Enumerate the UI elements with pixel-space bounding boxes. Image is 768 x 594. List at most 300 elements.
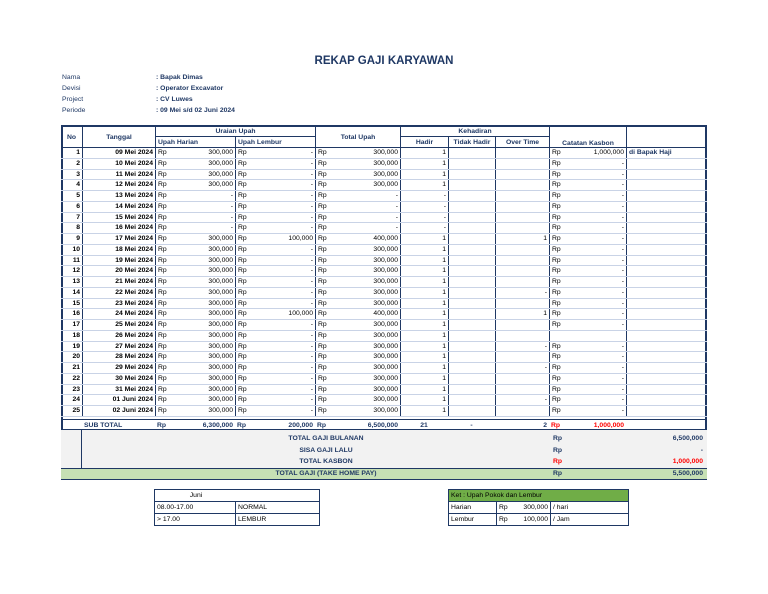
summary-value-total-bulanan: 6,500,000	[672, 435, 703, 442]
cell-note	[626, 234, 707, 244]
cell-lembur: -	[310, 149, 313, 156]
rates-row	[449, 514, 628, 526]
cell-total-rp: Rp	[315, 256, 335, 266]
cell-tanggal: 02 Juni 2024	[82, 406, 155, 416]
cell-over-time	[495, 170, 549, 180]
cell-tidak-hadir	[448, 320, 495, 330]
cell-over-time: -	[495, 395, 549, 405]
cell-over-time	[495, 352, 549, 362]
cell-kasbon: -	[621, 407, 624, 414]
cell-harian-rp: Rp	[155, 277, 175, 287]
info-value: : Bapak Dimas	[156, 74, 203, 81]
cell-total-rp: Rp	[315, 180, 335, 190]
cell-tanggal: 01 Juni 2024	[82, 395, 155, 405]
cell-hadir: 1	[400, 352, 448, 362]
cell-hadir: 1	[400, 256, 448, 266]
cell-lembur: -	[310, 321, 313, 328]
subtotal-harian-rp: Rp	[157, 422, 167, 429]
rates-rp: Rp	[496, 514, 508, 525]
cell-kasbon: -	[621, 181, 624, 189]
subtotal-lembur-rp: Rp	[237, 422, 247, 429]
summary-label-total-bulanan: TOTAL GAJI BULANAN	[288, 435, 364, 442]
table-row	[61, 180, 707, 191]
subtotal-row	[61, 419, 707, 430]
cell-hadir: 1	[400, 406, 448, 416]
cell-kasbon-rp: Rp	[549, 180, 569, 190]
cell-tanggal: 31 Mei 2024	[82, 385, 155, 395]
cell-tanggal: 15 Mei 2024	[82, 213, 155, 223]
cell-total: -	[395, 202, 398, 210]
table-row	[61, 245, 707, 256]
cell-harian: 300,000	[208, 170, 233, 178]
cell-total-rp: Rp	[315, 159, 335, 169]
cell-tanggal: 21 Mei 2024	[82, 277, 155, 287]
summary-rp: Rp	[553, 435, 563, 442]
cell-note	[626, 191, 707, 201]
cell-kasbon-rp: Rp	[549, 288, 569, 298]
cell-total-rp: Rp	[315, 234, 335, 244]
cell-kasbon-rp: Rp	[549, 256, 569, 266]
cell-lembur: -	[310, 331, 313, 339]
cell-lembur-rp: Rp	[235, 223, 255, 233]
cell-note: di Bapak Haji	[626, 148, 707, 158]
cell-tanggal: 23 Mei 2024	[82, 299, 155, 309]
cell-harian: 300,000	[208, 385, 233, 393]
cell-kasbon-rp: Rp	[549, 363, 569, 373]
cell-harian: -	[230, 224, 233, 232]
cell-tidak-hadir	[448, 299, 495, 309]
schedule-type: NORMAL	[235, 502, 319, 513]
cell-total-rp: Rp	[315, 245, 335, 255]
cell-kasbon: -	[621, 299, 624, 307]
cell-total: 300,000	[373, 256, 398, 264]
cell-over-time	[495, 202, 549, 212]
cell-kasbon-rp: Rp	[549, 245, 569, 255]
cell-harian: -	[230, 192, 233, 199]
cell-over-time	[495, 320, 549, 330]
subtotal-hadir: 21	[420, 422, 428, 429]
cell-lembur: -	[310, 256, 313, 264]
table-row	[61, 148, 707, 159]
cell-total-rp: Rp	[315, 277, 335, 287]
cell-kasbon: -	[621, 364, 624, 371]
employee-info	[62, 72, 362, 116]
cell-lembur-rp: Rp	[235, 148, 255, 158]
cell-harian-rp: Rp	[155, 256, 175, 266]
cell-total: 300,000	[373, 342, 398, 350]
cell-note	[626, 213, 707, 223]
cell-lembur: -	[310, 181, 313, 189]
info-row-project	[62, 94, 362, 105]
rates-header	[449, 490, 628, 502]
cell-lembur-rp: Rp	[235, 331, 255, 341]
cell-lembur-rp: Rp	[235, 180, 255, 190]
cell-harian: -	[230, 213, 233, 221]
cell-tidak-hadir	[448, 159, 495, 169]
cell-no: 1	[76, 149, 80, 156]
header-kehadiran: Kehadiran	[400, 126, 549, 137]
cell-kasbon: -	[621, 278, 624, 285]
cell-over-time	[495, 223, 549, 233]
cell-total-rp: Rp	[315, 352, 335, 362]
cell-total-rp: Rp	[315, 331, 335, 341]
page-title: REKAP GAJI KARYAWAN	[314, 55, 454, 67]
cell-harian-rp: Rp	[155, 374, 175, 384]
cell-note	[626, 159, 707, 169]
cell-kasbon	[569, 331, 626, 341]
cell-lembur-rp: Rp	[235, 342, 255, 352]
cell-harian-rp: Rp	[155, 180, 175, 190]
cell-note	[626, 363, 707, 373]
cell-tanggal: 14 Mei 2024	[82, 202, 155, 212]
cell-total-rp: Rp	[315, 148, 335, 158]
cell-no: 12	[72, 267, 80, 275]
wage-rates-table	[448, 489, 629, 526]
cell-harian: 300,000	[208, 396, 233, 404]
cell-kasbon: -	[621, 159, 624, 167]
cell-lembur-rp: Rp	[235, 374, 255, 384]
cell-lembur-rp: Rp	[235, 245, 255, 255]
cell-kasbon-rp: Rp	[549, 148, 569, 158]
cell-kasbon: -	[621, 213, 624, 221]
info-row-devisi	[62, 83, 362, 94]
cell-harian-rp: Rp	[155, 202, 175, 212]
cell-kasbon: -	[621, 396, 624, 404]
cell-tanggal: 09 Mei 2024	[82, 148, 155, 158]
cell-harian-rp: Rp	[155, 352, 175, 362]
cell-kasbon: -	[621, 224, 624, 232]
cell-no: 17	[72, 321, 80, 328]
cell-lembur: -	[310, 170, 313, 178]
subtotal-lembur: 200,000	[288, 422, 313, 429]
cell-total-rp: Rp	[315, 320, 335, 330]
summary-value-total-kasbon: 1,000,000	[672, 458, 703, 465]
cell-kasbon-rp: Rp	[549, 406, 569, 416]
cell-tidak-hadir	[448, 213, 495, 223]
cell-kasbon-rp: Rp	[549, 385, 569, 395]
cell-harian: 300,000	[208, 256, 233, 264]
cell-over-time	[495, 385, 549, 395]
cell-tanggal: 17 Mei 2024	[82, 234, 155, 244]
cell-harian: 300,000	[208, 235, 233, 242]
cell-tidak-hadir	[448, 395, 495, 405]
cell-lembur-rp: Rp	[235, 320, 255, 330]
cell-total: 300,000	[373, 159, 398, 167]
cell-note	[626, 309, 707, 319]
cell-hadir: 1	[400, 309, 448, 319]
cell-lembur: -	[310, 374, 313, 382]
cell-lembur-rp: Rp	[235, 170, 255, 180]
cell-kasbon-rp: Rp	[549, 223, 569, 233]
cell-no: 11	[72, 256, 80, 264]
cell-total-rp: Rp	[315, 170, 335, 180]
cell-total: 300,000	[373, 385, 398, 393]
cell-over-time	[495, 331, 549, 341]
cell-lembur-rp: Rp	[235, 234, 255, 244]
cell-no: 24	[72, 396, 80, 404]
cell-tanggal: 29 Mei 2024	[82, 363, 155, 373]
header-total-upah: Total Upah	[315, 126, 400, 148]
cell-lembur: -	[310, 396, 313, 404]
cell-harian: 300,000	[208, 342, 233, 350]
cell-harian: 300,000	[208, 181, 233, 189]
table-row	[61, 320, 707, 331]
info-label: Periode	[62, 107, 86, 114]
cell-lembur: -	[310, 342, 313, 350]
cell-hadir: 1	[400, 320, 448, 330]
cell-over-time	[495, 299, 549, 309]
cell-over-time	[495, 191, 549, 201]
cell-harian: 300,000	[208, 321, 233, 328]
cell-lembur: 100,000	[288, 235, 313, 242]
cell-total: 300,000	[373, 299, 398, 307]
header-hadir: Hadir	[400, 137, 448, 148]
rates-value: 300,000	[523, 504, 548, 511]
cell-kasbon: -	[621, 235, 624, 242]
info-label: Devisi	[62, 85, 81, 92]
cell-tidak-hadir	[448, 385, 495, 395]
cell-harian: 300,000	[208, 310, 233, 318]
info-value: : 09 Mei s/d 02 Juni 2024	[156, 107, 235, 114]
cell-total-rp: Rp	[315, 288, 335, 298]
cell-over-time	[495, 374, 549, 384]
rates-value: 100,000	[523, 516, 548, 523]
cell-total: 300,000	[373, 374, 398, 382]
cell-total: 300,000	[373, 245, 398, 253]
cell-kasbon-rp: Rp	[549, 320, 569, 330]
summary-value-sisa-gaji: -	[700, 447, 703, 454]
cell-note	[626, 320, 707, 330]
cell-lembur-rp: Rp	[235, 202, 255, 212]
cell-harian: 300,000	[208, 245, 233, 253]
rates-label: Harian	[451, 504, 472, 511]
cell-over-time: -	[495, 363, 549, 373]
cell-kasbon: -	[621, 267, 624, 275]
summary-block	[61, 430, 707, 480]
cell-kasbon-rp: Rp	[549, 352, 569, 362]
subtotal-kasbon: 1,000,000	[593, 422, 624, 429]
schedule-type: LEMBUR	[235, 514, 319, 525]
cell-lembur: -	[310, 407, 313, 414]
rates-row	[449, 502, 628, 514]
cell-note	[626, 180, 707, 190]
cell-lembur: 100,000	[288, 310, 313, 318]
cell-tanggal: 12 Mei 2024	[82, 180, 155, 190]
cell-harian-rp: Rp	[155, 309, 175, 319]
cell-no: 16	[72, 310, 80, 318]
cell-tidak-hadir	[448, 406, 495, 416]
cell-kasbon: -	[621, 170, 624, 178]
cell-note	[626, 256, 707, 266]
cell-lembur-rp: Rp	[235, 363, 255, 373]
cell-no: 3	[76, 170, 80, 178]
cell-tidak-hadir	[448, 148, 495, 158]
cell-tidak-hadir	[448, 234, 495, 244]
cell-tanggal: 13 Mei 2024	[82, 191, 155, 201]
cell-total-rp: Rp	[315, 363, 335, 373]
cell-harian-rp: Rp	[155, 245, 175, 255]
cell-tidak-hadir	[448, 256, 495, 266]
summary-value-take-home: 5,500,000	[672, 470, 703, 477]
summary-rp: Rp	[553, 458, 563, 465]
cell-harian-rp: Rp	[155, 385, 175, 395]
table-row	[61, 266, 707, 277]
cell-over-time	[495, 277, 549, 287]
cell-hadir: 1	[400, 234, 448, 244]
table-row	[61, 223, 707, 234]
cell-harian: 300,000	[208, 353, 233, 361]
cell-harian-rp: Rp	[155, 266, 175, 276]
cell-kasbon: -	[621, 374, 624, 382]
cell-harian-rp: Rp	[155, 148, 175, 158]
table-row	[61, 159, 707, 170]
cell-total-rp: Rp	[315, 309, 335, 319]
rates-rp: Rp	[496, 502, 508, 513]
cell-kasbon-rp: Rp	[549, 299, 569, 309]
info-value: : Operator Excavator	[156, 85, 224, 92]
table-row	[61, 191, 707, 202]
info-row-nama	[62, 72, 362, 83]
cell-note	[626, 342, 707, 352]
cell-kasbon: -	[621, 321, 624, 328]
cell-harian-rp: Rp	[155, 320, 175, 330]
schedule-header	[155, 490, 319, 502]
cell-lembur-rp: Rp	[235, 256, 255, 266]
cell-tidak-hadir	[448, 374, 495, 384]
cell-kasbon: -	[621, 192, 624, 199]
rates-unit: / hari	[550, 502, 628, 513]
cell-no: 20	[72, 353, 80, 361]
cell-harian-rp: Rp	[155, 331, 175, 341]
cell-kasbon: -	[621, 256, 624, 264]
table-row	[61, 352, 707, 363]
cell-lembur-rp: Rp	[235, 406, 255, 416]
cell-kasbon-rp: Rp	[549, 309, 569, 319]
rates-label: Lembur	[451, 516, 475, 523]
cell-total-rp: Rp	[315, 223, 335, 233]
cell-over-time	[495, 256, 549, 266]
cell-lembur-rp: Rp	[235, 352, 255, 362]
cell-harian: 300,000	[208, 331, 233, 339]
info-row-periode	[62, 105, 362, 116]
cell-tidak-hadir	[448, 342, 495, 352]
cell-total-rp: Rp	[315, 191, 335, 201]
cell-total: 300,000	[373, 364, 398, 371]
cell-hadir: 1	[400, 374, 448, 384]
cell-total: 300,000	[373, 288, 398, 296]
table-row	[61, 256, 707, 267]
cell-hadir: 1	[400, 266, 448, 276]
cell-total: 300,000	[373, 331, 398, 339]
schedule-time: 08.00-17.00	[157, 504, 194, 511]
cell-tidak-hadir	[448, 180, 495, 190]
cell-no: 6	[76, 202, 80, 210]
subtotal-tidak-hadir: -	[470, 422, 473, 429]
cell-no: 13	[72, 278, 80, 285]
cell-hadir: 1	[400, 331, 448, 341]
cell-over-time: 1	[495, 309, 549, 319]
cell-harian-rp: Rp	[155, 288, 175, 298]
cell-total-rp: Rp	[315, 202, 335, 212]
cell-kasbon: -	[621, 245, 624, 253]
cell-harian-rp: Rp	[155, 299, 175, 309]
subtotal-kasbon-rp: Rp	[551, 422, 561, 429]
schedule-header-label: Juni	[189, 492, 203, 499]
cell-no: 19	[72, 342, 80, 350]
cell-kasbon-rp: Rp	[549, 277, 569, 287]
cell-no: 23	[72, 385, 80, 393]
cell-tidak-hadir	[448, 266, 495, 276]
cell-total: 300,000	[373, 278, 398, 285]
cell-total: 300,000	[373, 267, 398, 275]
rates-unit: / Jam	[550, 514, 628, 525]
summary-label-sisa-gaji: SISA GAJI LALU	[299, 447, 353, 454]
subtotal-label: SUB TOTAL	[84, 422, 123, 429]
cell-kasbon: -	[621, 288, 624, 296]
cell-no: 22	[72, 374, 80, 382]
cell-kasbon-rp: Rp	[549, 234, 569, 244]
cell-note	[626, 245, 707, 255]
cell-over-time	[495, 245, 549, 255]
cell-note	[626, 170, 707, 180]
cell-tidak-hadir	[448, 309, 495, 319]
cell-hadir: 1	[400, 148, 448, 158]
cell-total: 300,000	[373, 149, 398, 156]
cell-kasbon-rp: Rp	[549, 159, 569, 169]
table-row	[61, 395, 707, 406]
cell-no: 7	[76, 213, 80, 221]
cell-hadir: 1	[400, 385, 448, 395]
cell-harian-rp: Rp	[155, 342, 175, 352]
subtotal-over-time: 2	[543, 422, 547, 429]
cell-lembur: -	[310, 278, 313, 285]
cell-note	[626, 352, 707, 362]
cell-tidak-hadir	[448, 202, 495, 212]
cell-no: 21	[72, 364, 80, 371]
cell-tanggal: 20 Mei 2024	[82, 266, 155, 276]
cell-harian-rp: Rp	[155, 159, 175, 169]
cell-harian-rp: Rp	[155, 234, 175, 244]
cell-total-rp: Rp	[315, 374, 335, 384]
cell-hadir: 1	[400, 170, 448, 180]
cell-total-rp: Rp	[315, 213, 335, 223]
cell-over-time	[495, 266, 549, 276]
cell-lembur-rp: Rp	[235, 213, 255, 223]
cell-hadir: 1	[400, 159, 448, 169]
header-uraian-upah: Uraian Upah	[155, 126, 315, 137]
cell-total: 300,000	[373, 353, 398, 361]
cell-no: 2	[76, 159, 80, 167]
cell-no: 5	[76, 192, 80, 199]
cell-note	[626, 331, 707, 341]
info-label: Project	[62, 96, 84, 103]
cell-lembur-rp: Rp	[235, 277, 255, 287]
cell-hadir: 1	[400, 342, 448, 352]
cell-hadir: 1	[400, 277, 448, 287]
cell-tidak-hadir	[448, 352, 495, 362]
cell-kasbon: -	[621, 385, 624, 393]
cell-hadir: -	[400, 213, 448, 223]
table-row	[61, 385, 707, 396]
cell-tanggal: 26 Mei 2024	[82, 331, 155, 341]
cell-harian-rp: Rp	[155, 406, 175, 416]
cell-lembur: -	[310, 353, 313, 361]
table-row	[61, 299, 707, 310]
summary-left-border	[81, 430, 82, 468]
cell-note	[626, 202, 707, 212]
cell-hadir: 1	[400, 299, 448, 309]
cell-no: 10	[72, 245, 80, 253]
